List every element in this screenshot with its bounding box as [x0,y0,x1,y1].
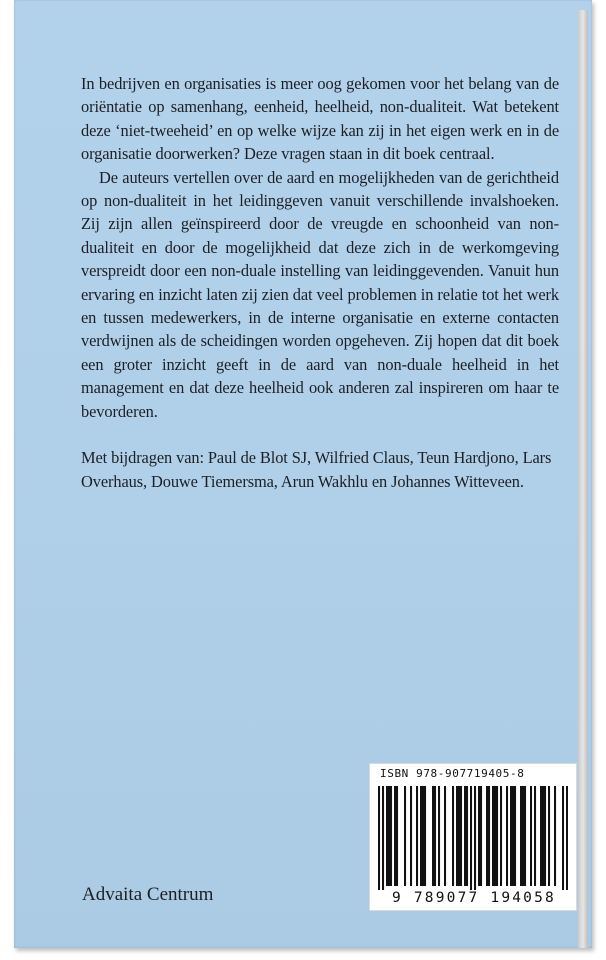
barcode-bar [506,786,508,886]
blurb-text [81,72,559,493]
barcode-bar [470,786,472,890]
barcode-bar [488,786,490,886]
barcode-bar [378,786,380,890]
barcode-bar [522,786,524,886]
barcode-bar [512,786,514,886]
publisher-name: Advaita Centrum [82,884,214,905]
barcode-bar [434,786,436,886]
barcode-bar [424,786,426,886]
barcode-bar [464,786,466,886]
barcode-bar [548,786,550,886]
barcode-bar [456,786,458,886]
barcode-bar [386,786,388,886]
barcode-bar [554,786,556,886]
barcode-bar [432,786,434,886]
barcode-bar [500,786,502,886]
barcode-bar [420,786,422,886]
barcode-bar [460,786,462,886]
barcode-bar [562,786,564,890]
barcode-bar [496,786,498,886]
barcode-bars [378,786,568,890]
barcode-bar [388,786,390,886]
barcode-bar [382,786,384,890]
barcode-bar [444,786,446,886]
barcode-bar [390,786,392,886]
barcode-bar [486,786,488,886]
barcode-bar [524,786,526,886]
barcode-bar [438,786,440,886]
barcode-bar [410,786,412,886]
barcode-bar [458,786,460,886]
barcode-bar [466,786,468,886]
barcode-label [369,763,577,911]
page-edge [578,10,588,948]
blurb-paragraph-1: In bedrijven en organisaties is meer oog gekomen voor het belang van de oriëntatie op samenhang, eenheid, heelheid, non-dualiteit. Wat betekent deze ‘niet-tweeheid’ en op welke wijze kan zij in het eigen werk en in de organisatie doorwerken? Deze vragen staan in dit boek centraal. [81,74,559,164]
barcode-bar [492,786,494,886]
contributors-paragraph: Met bijdragen van: Paul de Blot SJ, Wilfried Claus, Teun Hardjono, Lars Overhaus, Douwe Tiemersma, Arun Wakhlu en Johannes Witteveen. [81,448,552,491]
barcode-bar [566,786,568,890]
barcode-bar [422,786,424,886]
barcode-bar [520,786,522,886]
barcode-bar [474,786,476,890]
barcode-bar [540,786,542,886]
barcode-bar [452,786,454,886]
isbn-text: ISBN 978-907719405-8 [380,767,525,780]
barcode-bar [534,786,536,886]
barcode-bar [494,786,496,886]
barcode-bar [480,786,482,886]
barcode-bar [542,786,544,886]
barcode-bar [396,786,398,886]
barcode-bar [394,786,396,886]
barcode-bar [404,786,406,886]
barcode-bar [514,786,516,886]
barcode-bar [510,786,512,886]
barcode-bar [544,786,546,886]
blurb-paragraph-2: De auteurs vertellen over de aard en mogelijkheden van de gerichtheid op non-dualiteit in het leidinggeven vanuit verschillende invalshoeken. Zij zijn allen geïnspireerd door de vreugde en schoonheid van non-dualiteit en door de mogelijkheid dat deze zich in de werkomgeving verspreidt door een non-duale instelling van leidinggevenden. Vanuit hun ervaring en inzicht laten zij zien dat veel problemen in relatie tot het werk en tussen medewerkers, in de interne organisatie en externe contacten verdwijnen als de scheidingen worden opgeheven. Zij hopen dat dit boek een groter inzicht geeft in de aard van non-duale heelheid in het management en dat deze heelheid ook anderen zal inspireren om haar te bevorderen. [81,167,559,421]
barcode-bar [416,786,418,886]
barcode-digits: 9 789077 194058 [392,890,556,906]
barcode-bar [478,786,480,886]
barcode-bar [530,786,532,886]
